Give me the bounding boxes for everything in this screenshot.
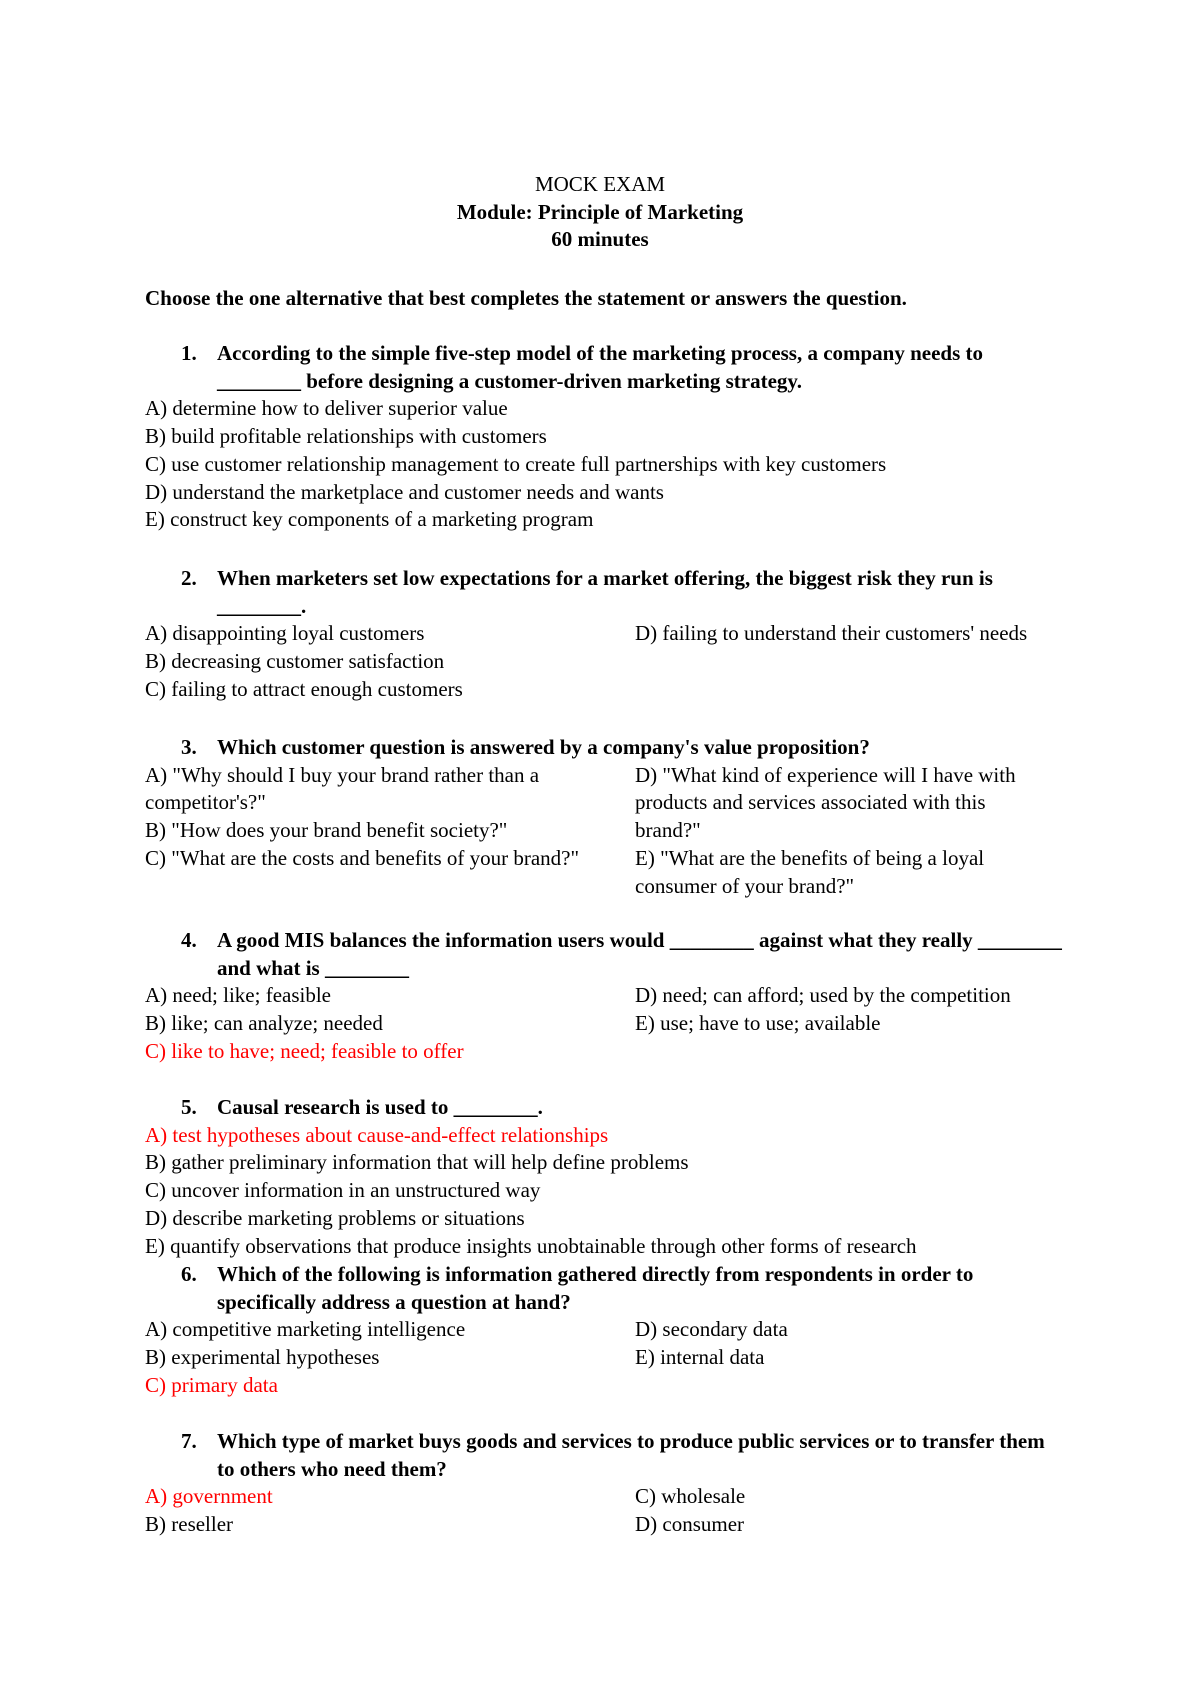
options-columns (145, 1316, 1065, 1399)
question-1 (145, 340, 1065, 534)
option-b: B) like; can analyze; needed (145, 1011, 383, 1036)
question-text: Which type of market buys goods and services to produce public services or to transfer them to others who need them? (217, 1429, 1045, 1481)
options-left-column (145, 762, 615, 901)
question-stem (145, 734, 1065, 762)
option-e: E) quantify observations that produce insights unobtainable through other forms of research (145, 1233, 917, 1258)
question-text: Which customer question is answered by a company's value proposition? (217, 735, 870, 759)
question-6 (145, 1261, 1065, 1400)
option-b: B) experimental hypotheses (145, 1345, 380, 1370)
options-columns (145, 762, 1065, 901)
option-e: E) "What are the benefits of being a loyal consumer of your brand?" (635, 845, 985, 898)
question-number: 5. (181, 1095, 197, 1119)
options-left-column (145, 620, 635, 703)
exam-duration: 60 minutes (551, 227, 649, 252)
option-e: E) use; have to use; available (635, 1011, 881, 1036)
option-e: E) construct key components of a marketing program (145, 507, 594, 532)
option-a: A) competitive marketing intelligence (145, 1317, 466, 1342)
question-text: Which of the following is information gathered directly from respondents in order to specifically address a question at hand? (217, 1262, 974, 1314)
option-c: C) failing to attract enough customers (145, 676, 463, 701)
option-d: D) need; can afford; used by the competition (635, 983, 1011, 1008)
option-d: D) failing to understand their customers' needs (635, 621, 1028, 646)
option-b: B) decreasing customer satisfaction (145, 649, 445, 674)
option-a: A) need; like; feasible (145, 983, 332, 1008)
options-right-column (635, 1316, 1055, 1399)
option-e: E) internal data (635, 1345, 765, 1370)
options-columns (145, 620, 1065, 703)
option-a-correct: A) test hypotheses about cause-and-effect relationships (145, 1122, 609, 1147)
question-stem (145, 1428, 1065, 1483)
options-right-column (635, 762, 1055, 901)
option-a: A) "Why should I buy your brand rather than a competitor's?" (145, 762, 540, 815)
question-text: A good MIS balances the information users would ________ against what they really ________ and what is ________ (217, 928, 1062, 980)
option-a: A) determine how to deliver superior value (145, 396, 508, 421)
options-right-column (635, 1483, 1055, 1538)
option-d: D) understand the marketplace and customer needs and wants (145, 479, 664, 504)
question-7 (145, 1428, 1065, 1539)
exam-title: MOCK EXAM (534, 172, 666, 196)
options-right-column (635, 982, 1055, 1065)
options-right-column (635, 620, 1055, 703)
option-b: B) "How does your brand benefit society?" (145, 818, 508, 843)
option-c-correct: C) primary data (145, 1372, 278, 1397)
option-c: C) "What are the costs and benefits of your brand?" (145, 845, 580, 870)
question-stem (145, 340, 1065, 395)
options-left-column (145, 982, 635, 1065)
option-b: B) build profitable relationships with customers (145, 424, 547, 449)
option-d: D) "What kind of experience will I have with products and services associated with this brand?" (635, 762, 1016, 843)
option-a: A) disappointing loyal customers (145, 621, 425, 646)
options-columns (145, 1483, 1065, 1538)
options-left-column (145, 1316, 635, 1399)
question-5 (145, 1094, 1065, 1260)
option-c: C) uncover information in an unstructured way (145, 1178, 541, 1203)
question-3 (145, 734, 1065, 900)
option-b: B) reseller (145, 1512, 234, 1537)
option-c: C) use customer relationship management to create full partnerships with key customers (145, 451, 887, 476)
question-text: When marketers set low expectations for a market offering, the biggest risk they run is ________. (217, 566, 993, 618)
question-2 (145, 565, 1065, 704)
exam-instructions: Choose the one alternative that best completes the statement or answers the question. (145, 286, 907, 310)
question-number: 6. (181, 1262, 197, 1286)
question-number: 3. (181, 735, 197, 759)
exam-header (0, 171, 1200, 254)
question-number: 7. (181, 1429, 197, 1453)
option-a-correct: A) government (145, 1484, 273, 1509)
question-text: Causal research is used to ________. (217, 1095, 543, 1119)
question-stem (145, 927, 1065, 982)
question-number: 1. (181, 341, 197, 365)
question-number: 4. (181, 928, 197, 952)
option-d: D) secondary data (635, 1317, 788, 1342)
option-b: B) gather preliminary information that will help define problems (145, 1150, 689, 1175)
question-text: According to the simple five-step model of the marketing process, a company needs to ________ before designing a customer-driven marketing strategy. (217, 341, 984, 393)
question-stem (145, 565, 1065, 620)
question-number: 2. (181, 566, 197, 590)
option-c: C) wholesale (635, 1484, 746, 1509)
options-columns (145, 982, 1065, 1065)
options-left-column (145, 1483, 635, 1538)
exam-module: Module: Principle of Marketing (456, 199, 744, 224)
question-4 (145, 927, 1065, 1066)
question-stem (145, 1261, 1065, 1316)
option-c-correct: C) like to have; need; feasible to offer (145, 1038, 464, 1063)
question-stem (145, 1094, 1065, 1122)
option-d: D) describe marketing problems or situations (145, 1205, 525, 1230)
option-d: D) consumer (635, 1512, 745, 1537)
